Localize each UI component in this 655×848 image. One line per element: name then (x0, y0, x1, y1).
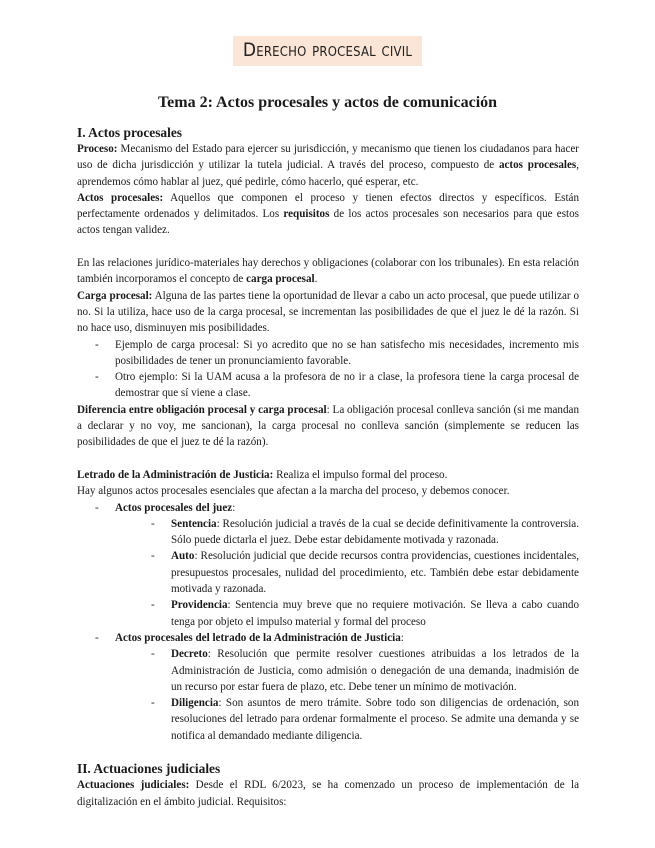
text: : La obligación procesal conlleva sanción (si me mandan a declarar y no voy, me sancionan), la carga procesal no conlleva sanción (simplemente se reducen las posibilidades de que el juez te dé la razón). (77, 403, 579, 449)
paragraph-diferencia (77, 402, 579, 451)
text: : Son asuntos de mero trámite. Sobre todo son diligencias de ordenación, son resoluciones del letrado para ordenar formalmente el proceso. Se admite una demanda y se notifica al demandado mediante diligencia. (171, 697, 579, 742)
text: : Resolución que permite resolver cuestiones atribuidas a los letrados de la Administración de Justicia, como admisión o denegación de una demanda, inadmisión de un recurso por estar fuera de plazo, etc. Debe tener un mínimo de motivación. (171, 648, 579, 693)
list-item (133, 597, 579, 630)
list-item (133, 516, 579, 549)
text: . (314, 273, 318, 286)
text: Aquellos que componen el proceso y tienen efectos directos y específicos. Están perfectamente ordenados y delimitados. Los (77, 191, 579, 221)
acts-outline (77, 500, 579, 744)
list-item (133, 695, 579, 744)
subject-banner: Derecho procesal civil (233, 36, 422, 66)
paragraph-proceso (77, 141, 579, 190)
page-title: Tema 2: Actos procesales y actos de comunicación (157, 94, 498, 111)
list-item: - Ejemplo de carga procesal: Si yo acredito que no se han satisfecho mis necesidades, incremento mis posibilidades de tener un pronunciamiento favorable. (77, 337, 579, 370)
text: , aprendemos cómo hablar al juez, qué pedirle, cómo hacerlo, qué esperar, etc. (77, 159, 579, 188)
text: Alguna de las partes tiene la oportunidad de llevar a cabo un acto procesal, que puede utilizar o no. Si la utiliza, hace uso de la carga procesal, se incrementan las posibilidades de que el juez le dé la razón. Si no hace uso, disminuyen mis posibilidades. (77, 289, 580, 335)
spacer (77, 451, 579, 467)
actos-letrado-list (133, 646, 579, 744)
bold-text: actos procesales (498, 159, 577, 172)
term-providencia: Providencia (171, 599, 228, 612)
paragraph-actuaciones (77, 777, 579, 810)
term-auto: Auto (171, 550, 195, 563)
term-actos-procesales: Actos procesales: (77, 191, 164, 204)
list-item (133, 646, 579, 695)
spacer (77, 239, 579, 255)
examples-list (77, 337, 579, 402)
list-item: - Otro ejemplo: Si la UAM acusa a la profesora de no ir a clase, la profesora tiene la carga procesal de demostrar que sí viene a clase. (77, 369, 579, 402)
section-heading-actos: I. Actos procesales (77, 125, 183, 140)
term-letrado: Letrado de la Administración de Justicia: (77, 468, 274, 481)
list-item (133, 548, 579, 597)
term-actuaciones: Actuaciones judiciales: (77, 779, 190, 792)
document-body (77, 124, 579, 810)
paragraph-carga-procesal (77, 288, 579, 337)
term-proceso: Proceso: (77, 143, 118, 155)
term-diligencia: Diligencia (171, 697, 219, 710)
text: : (400, 631, 404, 644)
banner-wrap (0, 0, 655, 66)
term-carga-procesal: Carga procesal: (77, 289, 153, 302)
term-diferencia: Diferencia entre obligación procesal y carga procesal (77, 403, 327, 416)
term-decreto: Decreto (171, 648, 208, 661)
actos-juez-list (133, 516, 579, 630)
text: Realiza el impulso formal del proceso. (273, 468, 448, 481)
text: Mecanismo del Estado para ejercer su jurisdicción, y mecanismo que tienen los ciudadanos para hacer uso de dicha jurisdicción y utilizar la tutela judicial. A través del proceso, compuesto de (77, 143, 579, 172)
paragraph-letrado (77, 467, 579, 483)
term-actos-juez: Actos procesales del juez (115, 501, 233, 514)
section-heading-actuaciones: II. Actuaciones judiciales (77, 761, 221, 777)
bold-text: requisitos (283, 208, 330, 221)
list-item-actos-juez (77, 500, 579, 630)
spacer (77, 744, 579, 760)
text: Desde el RDL 6/2023, se ha comenzado un proceso de implementación de la digitalización en el ámbito judicial. Requisitos: (77, 779, 579, 808)
text: : Resolución judicial a través de la cual se decide definitivamente la controversia. Sólo puede dictarla el juez. Debe estar debidamente motivada y razonada. (171, 517, 579, 547)
text: : (232, 501, 236, 514)
list-item-actos-letrado (77, 630, 579, 744)
text: de los actos procesales son necesarios para que estos actos tengan validez. (77, 208, 579, 237)
text: : Sentencia muy breve que no requiere motivación. Se lleva a cabo cuando tenga por objeto el impulso material y formal del proceso (171, 599, 579, 628)
paragraph-relaciones (77, 255, 579, 288)
paragraph-hay: Hay algunos actos procesales esenciales que afectan a la marcha del proceso, y debemos conocer. (77, 485, 510, 498)
term-sentencia: Sentencia (171, 517, 217, 530)
bold-text: carga procesal (246, 273, 315, 286)
term-actos-letrado: Actos procesales del letrado de la Administración de Justicia (115, 631, 401, 644)
paragraph-actos-procesales (77, 190, 579, 239)
text: : Resolución judicial que decide recursos contra providencias, cuestiones incidentales, presupuestos procesales, nulidad del procedimiento, etc. También debe estar debidamente motivada y razonada. (171, 550, 579, 596)
text: En las relaciones jurídico-materiales hay derechos y obligaciones (colaborar con los tribunales). En esta relación también incorporamos el concepto de (77, 257, 579, 286)
